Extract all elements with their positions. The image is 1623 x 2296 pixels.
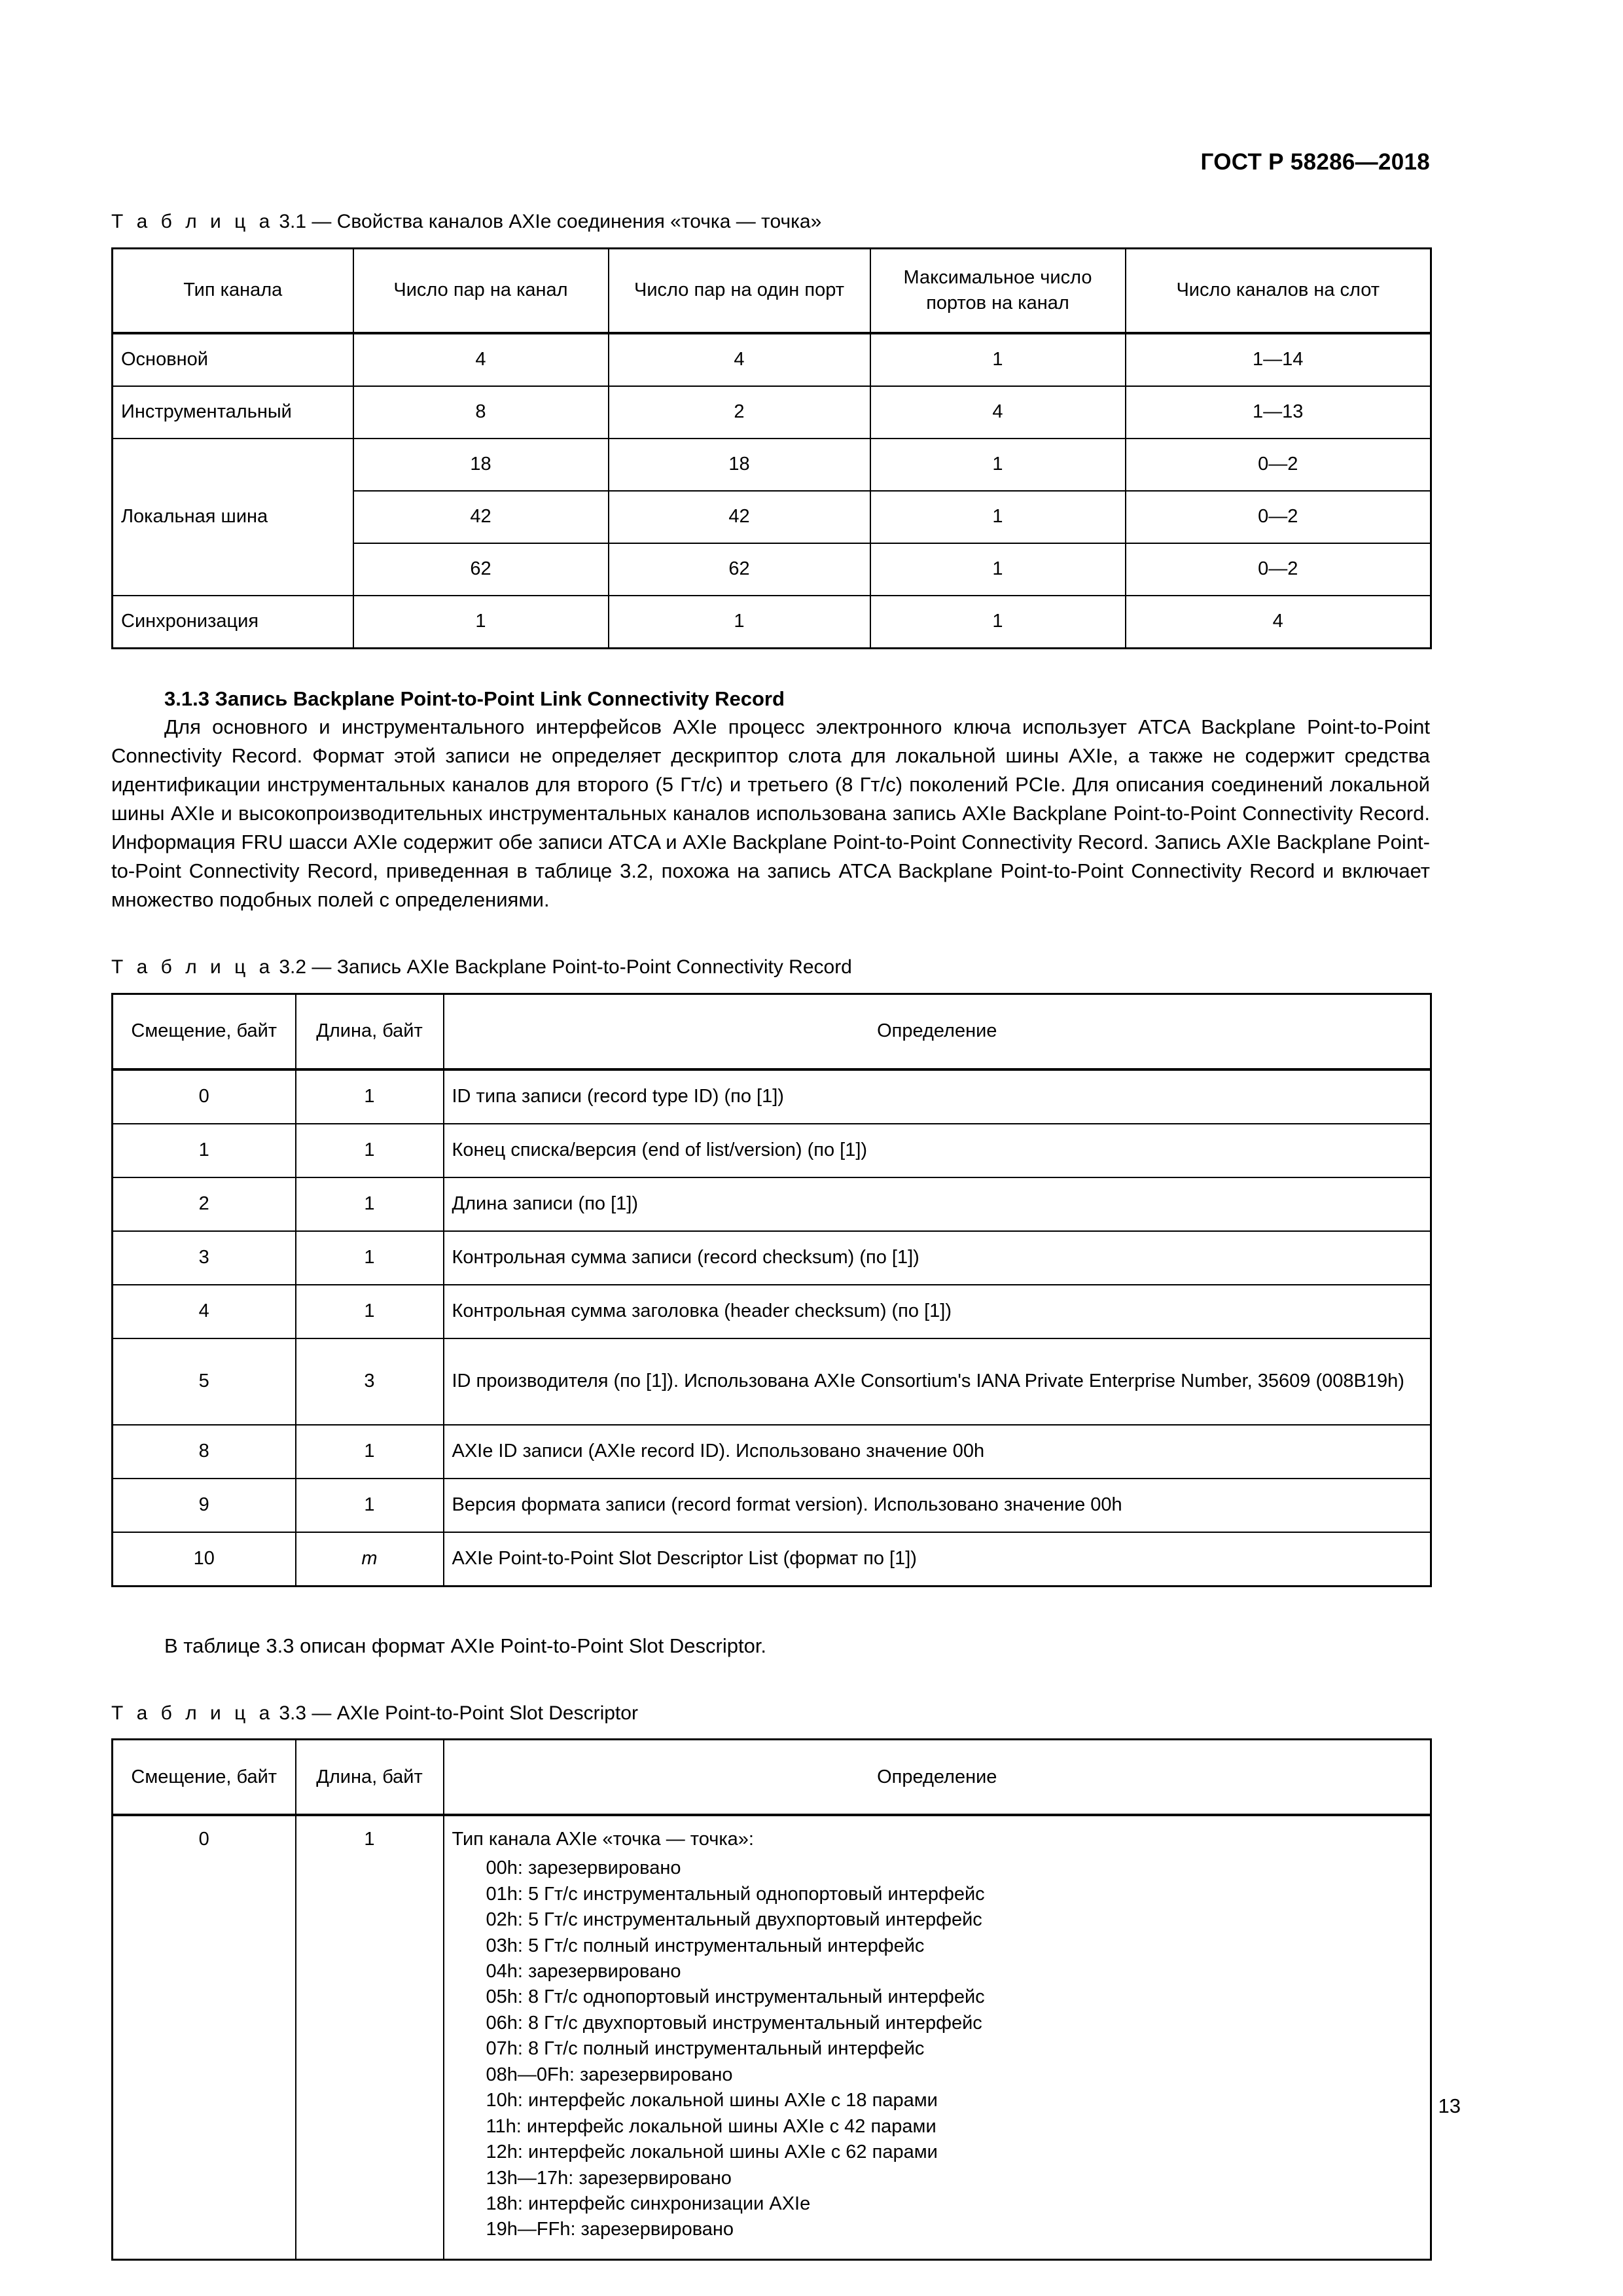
table-row xyxy=(113,333,1431,386)
cell-offset: 8 xyxy=(113,1425,296,1479)
cell-channel-type: Инструментальный xyxy=(113,386,353,439)
column-header-channels-per-slot: Число каналов на слот xyxy=(1126,248,1431,333)
table-axie-backplane-record xyxy=(111,993,1432,1587)
column-header-definition: Определение xyxy=(444,994,1431,1069)
cell-pairs-per-port: 62 xyxy=(609,543,870,596)
table-row xyxy=(113,1532,1431,1587)
column-header-pairs-per-channel: Число пар на канал xyxy=(353,248,609,333)
table-axie-slot-descriptor xyxy=(111,1738,1432,2261)
cell-channels-per-slot: 0—2 xyxy=(1126,439,1431,491)
cell-definition: Длина записи (по [1]) xyxy=(444,1177,1431,1231)
list-item: 08h—0Fh: зарезервировано xyxy=(486,2064,733,2085)
table-3-3-caption xyxy=(111,1701,1430,1726)
cell-definition: Версия формата записи (record format version). Использовано значение 00h xyxy=(444,1479,1431,1532)
column-header-length: Длина, байт xyxy=(296,1740,444,1816)
list-item: 18h: интерфейс синхронизации AXIe xyxy=(486,2193,811,2214)
cell-max-ports: 1 xyxy=(870,543,1126,596)
column-header-max-ports: Максимальное число портов на канал xyxy=(870,248,1126,333)
cell-definition: AXIe Point-to-Point Slot Descriptor List (формат по [1]) xyxy=(444,1532,1431,1587)
column-header-offset: Смещение, байт xyxy=(113,1740,296,1816)
list-item: 00h: зарезервировано xyxy=(486,1857,681,1879)
spacer xyxy=(111,914,1430,955)
table-row xyxy=(113,1425,1431,1479)
cell-channel-type: Синхронизация xyxy=(113,596,353,649)
list-item: 02h: 5 Гт/с инструментальный двухпортовый интерфейс xyxy=(486,1909,982,1931)
table-caption-dash: — xyxy=(312,956,332,978)
cell-length: 1 xyxy=(296,1815,444,2259)
table-caption-number: 3.3 xyxy=(279,1702,307,1724)
table-caption-number: 3.2 xyxy=(279,956,307,978)
cell-length: 1 xyxy=(296,1124,444,1177)
table-caption-word: Т а б л и ц а xyxy=(111,211,274,232)
table-axie-channel-properties xyxy=(111,247,1432,649)
table-3-2-header-row xyxy=(113,994,1431,1069)
cell-offset: 9 xyxy=(113,1479,296,1532)
table-caption-word: Т а б л и ц а xyxy=(111,1702,274,1724)
cell-channels-per-slot: 0—2 xyxy=(1126,543,1431,596)
list-item: 19h—FFh: зарезервировано xyxy=(486,2219,734,2240)
cell-definition: AXIe ID записи (AXIe record ID). Использовано значение 00h xyxy=(444,1425,1431,1479)
list-item: 10h: интерфейс локальной шины AXIe с 18 парами xyxy=(486,2090,938,2111)
cell-pairs-per-port: 18 xyxy=(609,439,870,491)
column-header-channel-type: Тип канала xyxy=(113,248,353,333)
cell-channels-per-slot: 0—2 xyxy=(1126,491,1431,543)
cell-pairs-per-channel: 42 xyxy=(353,491,609,543)
cell-offset: 2 xyxy=(113,1177,296,1231)
cell-definition: Конец списка/версия (end of list/version) (по [1]) xyxy=(444,1124,1431,1177)
list-item: 01h: 5 Гт/с инструментальный однопортовый интерфейс xyxy=(486,1883,985,1905)
list-item: 13h—17h: зарезервировано xyxy=(486,2167,732,2189)
table-caption-dash: — xyxy=(312,1702,332,1724)
lead-in-paragraph: В таблице 3.3 описан формат AXIe Point-to-Point Slot Descriptor. xyxy=(164,1634,767,1657)
table-3-3-header-row xyxy=(113,1740,1431,1816)
page-number: 13 xyxy=(1438,2094,1461,2117)
cell-max-ports: 1 xyxy=(870,439,1126,491)
section-heading-3-1-3: 3.1.3 Запись Backplane Point-to-Point Link Connectivity Record xyxy=(164,687,785,710)
table-row xyxy=(113,1124,1431,1177)
cell-definition xyxy=(444,1815,1431,2259)
cell-pairs-per-port: 4 xyxy=(609,333,870,386)
cell-pairs-per-port: 2 xyxy=(609,386,870,439)
cell-offset: 3 xyxy=(113,1231,296,1285)
cell-pairs-per-port: 1 xyxy=(609,596,870,649)
definition-heading: Тип канала AXIe «точка — точка»: xyxy=(452,1829,754,1850)
cell-length: 1 xyxy=(296,1231,444,1285)
table-row xyxy=(113,1479,1431,1532)
cell-length: m xyxy=(296,1532,444,1587)
list-item: 05h: 8 Гт/с однопортовый инструментальный интерфейс xyxy=(486,1986,985,2008)
table-row xyxy=(113,596,1431,649)
table-row xyxy=(113,1815,1431,2259)
cell-pairs-per-channel: 62 xyxy=(353,543,609,596)
cell-pairs-per-channel: 18 xyxy=(353,439,609,491)
cell-offset: 0 xyxy=(113,1815,296,2259)
table-row xyxy=(113,1231,1431,1285)
paragraph-text: Для основного и инструментального интерфейсов AXIe процесс электронного ключа использует ATCA Backplane Point-to-Point Connectivity Record. Формат этой записи не определяет дескриптор слота для локальной шины AXIe, а также не содержит средства идентификации инструментальных каналов для второго (5 Гт/с) и третьего (8 Гт/с) поколений PCIe. Для описания соединений локальной шины AXIe и высокопроизводительных инструментальных каналов использована запись AXIe Backplane Point-to-Point Connectivity Record. Информация FRU шасси AXIe содержит обе записи ATCA и AXIe Backplane Point-to-Point Connectivity Record. Запись AXIe Backplane Point-to-Point Connectivity Record, приведенная в таблице 3.2, похожа на запись ATCA Backplane Point-to-Point Connectivity Record и включает множество подобных полей с определениями. xyxy=(111,715,1430,911)
cell-length: 1 xyxy=(296,1069,444,1124)
column-header-offset: Смещение, байт xyxy=(113,994,296,1069)
cell-offset: 0 xyxy=(113,1069,296,1124)
cell-max-ports: 1 xyxy=(870,491,1126,543)
spacer xyxy=(111,1587,1430,1632)
table-caption-number: 3.1 xyxy=(279,211,307,232)
cell-definition: ID производителя (по [1]). Использована AXIe Consortium's IANA Private Enterprise Number, 35609 (008B19h) xyxy=(444,1338,1431,1425)
cell-pairs-per-channel: 4 xyxy=(353,333,609,386)
table-caption-text: Запись AXIe Backplane Point-to-Point Connectivity Record xyxy=(336,956,852,978)
cell-channels-per-slot: 1—14 xyxy=(1126,333,1431,386)
cell-channel-type: Основной xyxy=(113,333,353,386)
channel-type-code-list xyxy=(452,1856,1423,2243)
cell-offset: 5 xyxy=(113,1338,296,1425)
table-row xyxy=(113,1285,1431,1338)
cell-channels-per-slot: 4 xyxy=(1126,596,1431,649)
cell-pairs-per-channel: 1 xyxy=(353,596,609,649)
column-header-definition: Определение xyxy=(444,1740,1431,1816)
column-header-pairs-per-port: Число пар на один порт xyxy=(609,248,870,333)
page-content xyxy=(111,209,1430,2261)
cell-definition: Контрольная сумма записи (record checksum) (по [1]) xyxy=(444,1231,1431,1285)
cell-channels-per-slot: 1—13 xyxy=(1126,386,1431,439)
table-caption-dash: — xyxy=(312,211,332,232)
list-item: 12h: интерфейс локальной шины AXIe с 62 парами xyxy=(486,2142,938,2163)
cell-offset: 4 xyxy=(113,1285,296,1338)
list-item: 07h: 8 Гт/с полный инструментальный интерфейс xyxy=(486,2038,925,2060)
table-3-1-caption xyxy=(111,209,1430,234)
table-row xyxy=(113,1177,1431,1231)
section-3-1-3-paragraph xyxy=(111,713,1430,914)
cell-length: 3 xyxy=(296,1338,444,1425)
cell-length: 1 xyxy=(296,1479,444,1532)
table-3-2-caption xyxy=(111,955,1430,980)
spacer xyxy=(111,1660,1430,1701)
cell-max-ports: 1 xyxy=(870,333,1126,386)
cell-channel-type: Локальная шина xyxy=(113,439,353,596)
table-3-1-header-row xyxy=(113,248,1431,333)
cell-max-ports: 4 xyxy=(870,386,1126,439)
cell-definition: ID типа записи (record type ID) (по [1]) xyxy=(444,1069,1431,1124)
table-row xyxy=(113,439,1431,491)
column-header-length: Длина, байт xyxy=(296,994,444,1069)
list-item: 11h: интерфейс локальной шины AXIe с 42 парами xyxy=(486,2115,936,2137)
cell-length: 1 xyxy=(296,1177,444,1231)
document-header: ГОСТ Р 58286—2018 xyxy=(1200,149,1430,175)
table-row xyxy=(113,1069,1431,1124)
list-item: 04h: зарезервировано xyxy=(486,1961,681,1982)
cell-offset: 1 xyxy=(113,1124,296,1177)
table-caption-word: Т а б л и ц а xyxy=(111,956,274,978)
list-item: 06h: 8 Гт/с двухпортовый инструментальный интерфейс xyxy=(486,2012,982,2034)
cell-length: 1 xyxy=(296,1425,444,1479)
cell-definition: Контрольная сумма заголовка (header checksum) (по [1]) xyxy=(444,1285,1431,1338)
cell-pairs-per-port: 42 xyxy=(609,491,870,543)
cell-length: 1 xyxy=(296,1285,444,1338)
cell-offset: 10 xyxy=(113,1532,296,1587)
cell-max-ports: 1 xyxy=(870,596,1126,649)
cell-pairs-per-channel: 8 xyxy=(353,386,609,439)
table-caption-text: Свойства каналов AXIe соединения «точка — точка» xyxy=(336,211,822,232)
table-row xyxy=(113,386,1431,439)
list-item: 03h: 5 Гт/с полный инструментальный интерфейс xyxy=(486,1935,925,1956)
table-caption-text: AXIe Point-to-Point Slot Descriptor xyxy=(336,1702,638,1724)
table-row xyxy=(113,1338,1431,1425)
